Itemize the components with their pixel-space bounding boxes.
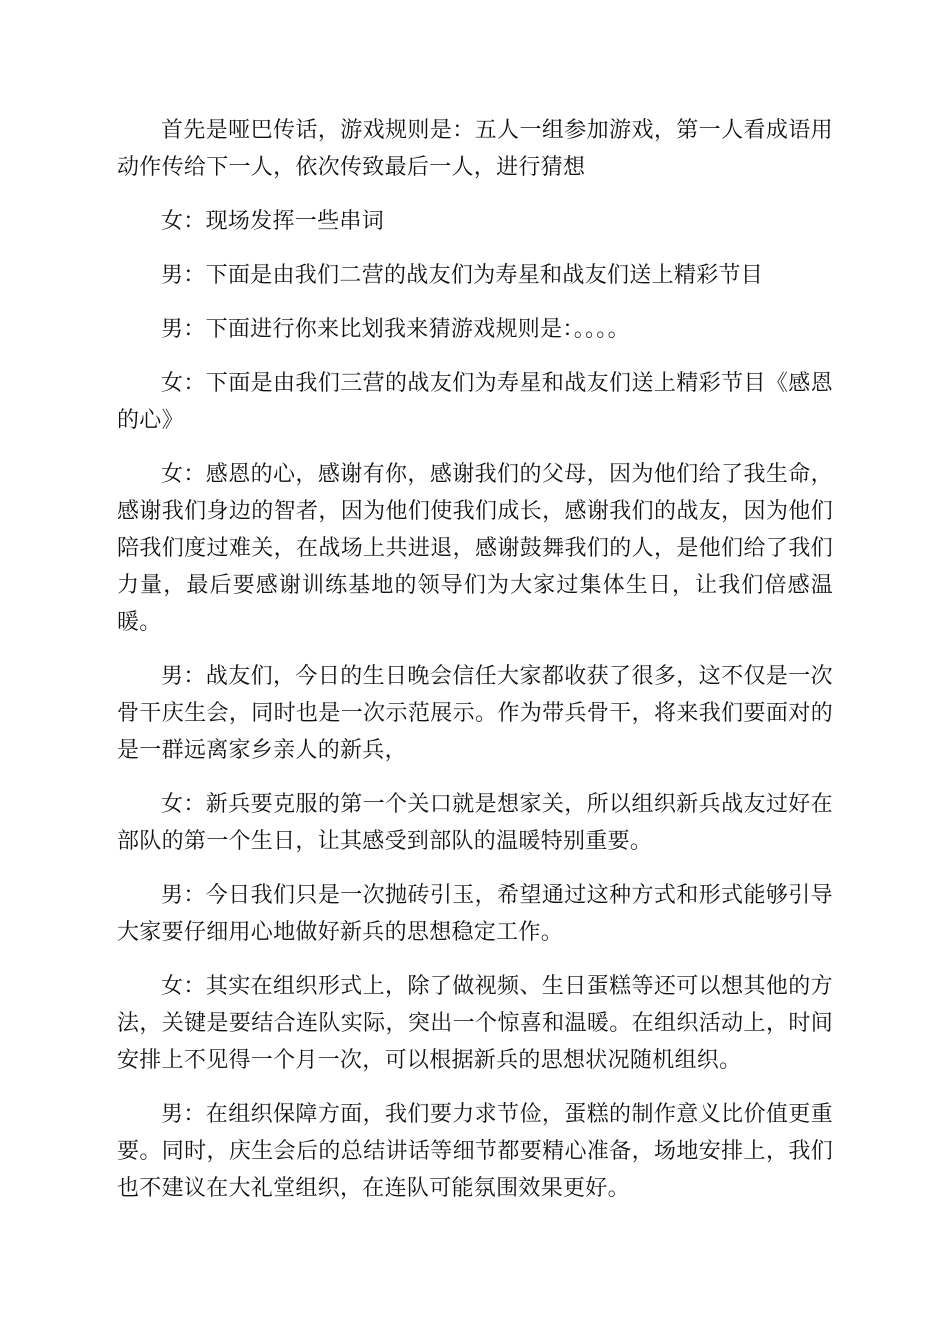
- paragraph: 女：感恩的心，感谢有你，感谢我们的父母，因为他们给了我生命，感谢我们身边的智者，因为他们使我们成长，感谢我们的战友，因为他们陪我们度过难关，在战场上共进退，感谢鼓舞我们的人，是他们给了我们力量，最后要感谢训练基地的领导们为大家过集体生日，让我们倍感温暖。: [117, 462, 833, 635]
- document-body: [117, 112, 833, 1224]
- paragraph: 女：下面是由我们三营的战友们为寿星和战友们送上精彩节目《感恩的心》: [117, 371, 833, 433]
- paragraph: 男：战友们，今日的生日晚会信任大家都收获了很多，这不仅是一次骨干庆生会，同时也是一次示范展示。作为带兵骨干，将来我们要面对的是一群远离家乡亲人的新兵，: [117, 664, 833, 763]
- paragraph: 女：其实在组织形式上，除了做视频、生日蛋糕等还可以想其他的方法，关键是要结合连队实际，突出一个惊喜和温暖。在组织活动上，时间安排上不见得一个月一次，可以根据新兵的思想状况随机组织。: [117, 974, 833, 1073]
- paragraph: 男：在组织保障方面，我们要力求节俭，蛋糕的制作意义比价值更重要。同时，庆生会后的总结讲话等细节都要精心准备，场地安排上，我们也不建议在大礼堂组织，在连队可能氛围效果更好。: [117, 1102, 833, 1201]
- paragraph: 女：新兵要克服的第一个关口就是想家关，所以组织新兵战友过好在部队的第一个生日，让其感受到部队的温暖特别重要。: [117, 792, 833, 854]
- paragraph: 男：今日我们只是一次抛砖引玉，希望通过这种方式和形式能够引导大家要仔细用心地做好新兵的思想稳定工作。: [117, 883, 833, 945]
- paragraph: 男：下面是由我们二营的战友们为寿星和战友们送上精彩节目: [161, 263, 764, 288]
- paragraph: 首先是哑巴传话，游戏规则是：五人一组参加游戏，第一人看成语用动作传给下一人，依次传致最后一人，进行猜想: [117, 118, 833, 180]
- paragraph: 女：现场发挥一些串词: [161, 209, 385, 234]
- paragraph: 男：下面进行你来比划我来猜游戏规则是：。。。。: [161, 317, 630, 342]
